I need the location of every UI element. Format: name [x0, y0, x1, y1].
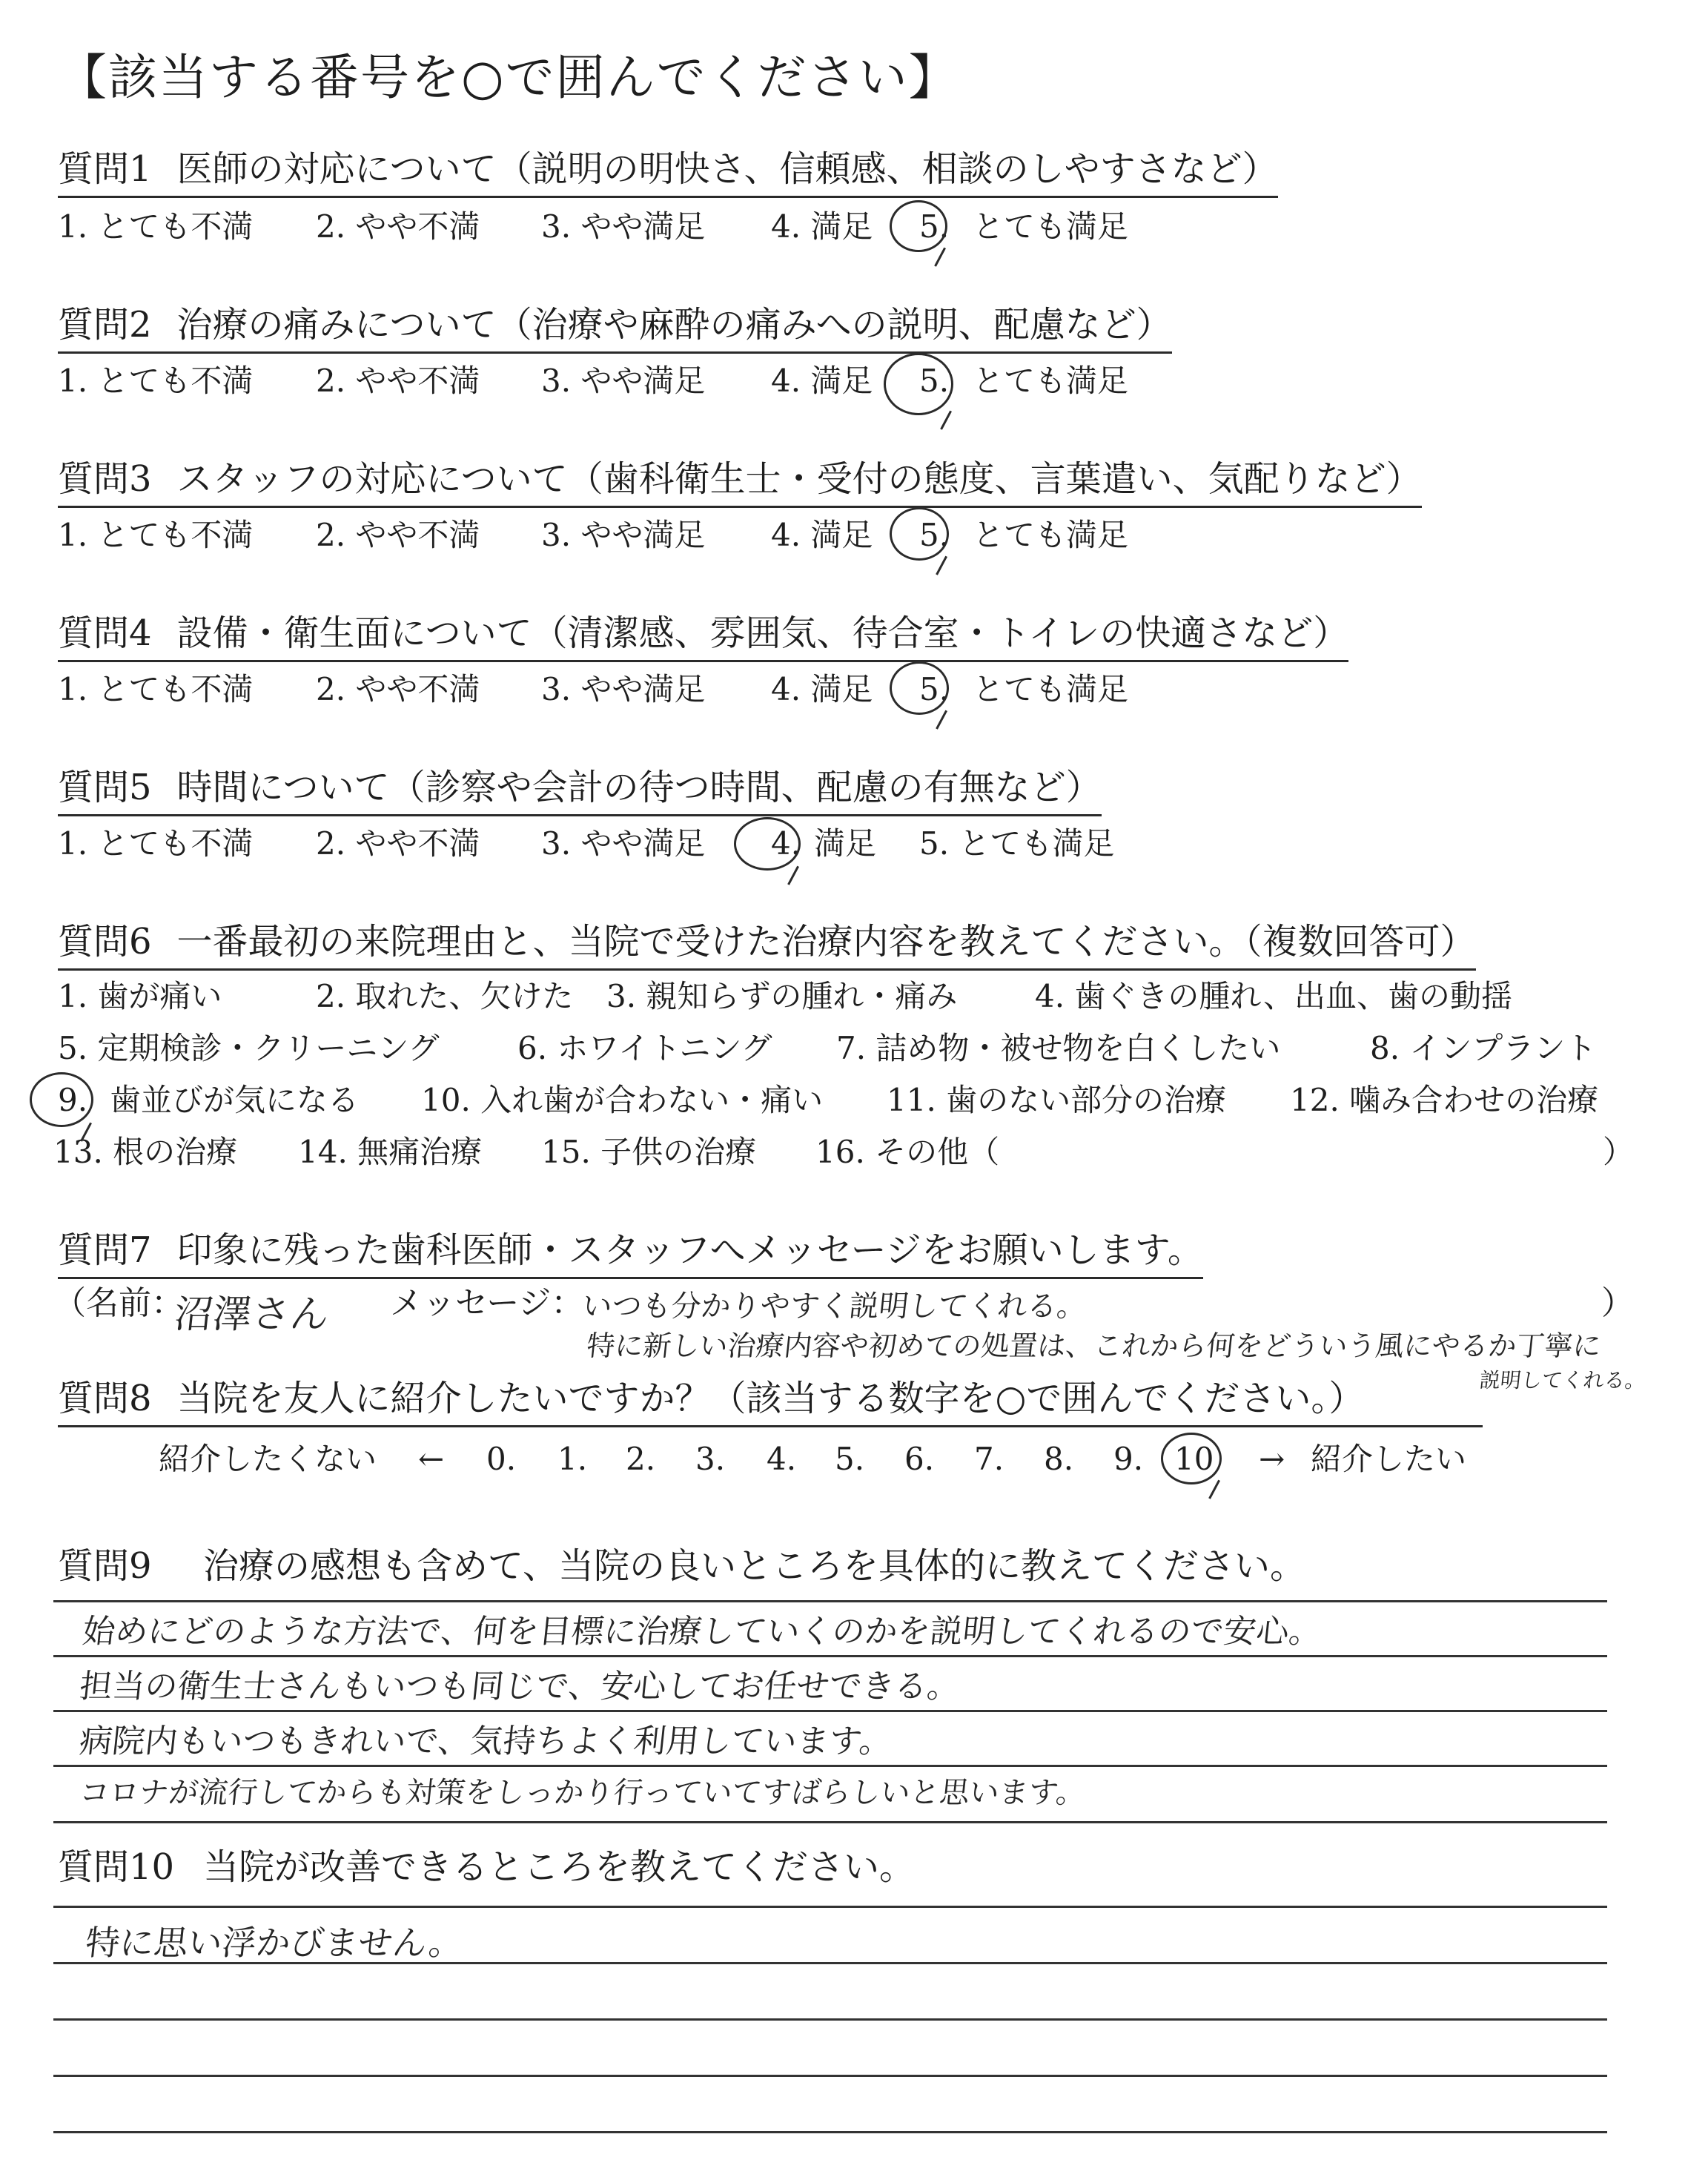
message-handwritten-line-2: 特に新しい治療内容や初めての処置は、これから何をどういう風にやるか丁寧に: [585, 1330, 1603, 1362]
question-8-number: 質問8: [58, 1378, 152, 1419]
scale-option-5[interactable]: 5.: [835, 1441, 865, 1477]
option-3[interactable]: 3. やや満足: [541, 671, 706, 707]
question-7-title: [58, 1226, 1203, 1279]
question-8-text: 当院を友人に紹介したいですか？（該当する数字を○で囲んでください。）: [176, 1378, 1365, 1419]
question-1-text: 医師の対応について（説明の明快さ、信頼感、相談のしやすさなど）: [176, 148, 1278, 190]
option-2[interactable]: 2. やや不満: [316, 671, 480, 707]
question-4-text: 設備・衛生面について（清潔感、雰囲気、待合室・トイレの快適さなど）: [176, 612, 1349, 654]
answer-circle-mark: [30, 1072, 93, 1127]
scale-option-10[interactable]: 10: [1174, 1441, 1214, 1477]
question-6-title: [58, 918, 1476, 971]
question-6-number: 質問6: [58, 921, 152, 962]
scale-option-8[interactable]: 8.: [1044, 1441, 1074, 1477]
scale-option-9[interactable]: 9.: [1113, 1441, 1144, 1477]
answer-circle-mark: [734, 817, 801, 871]
question-5-number: 質問5: [58, 767, 152, 808]
scale-option-2[interactable]: 2.: [626, 1441, 656, 1477]
q9-answer-line-4: コロナが流行してからも対策をしっかり行っていてすばらしいと思います。: [78, 1776, 1088, 1810]
option-5-number[interactable]: 5.: [919, 517, 950, 553]
option-5-label: とても満足: [973, 517, 1129, 553]
question-10-number: 質問10: [58, 1846, 175, 1888]
option-5-label: とても満足: [973, 208, 1129, 245]
answer-circle-mark: [1161, 1433, 1222, 1484]
question-3-number: 質問3: [58, 458, 152, 500]
reason-option-6[interactable]: 6. ホワイトニング: [517, 1030, 772, 1066]
option-4[interactable]: 4. 満足: [771, 208, 873, 245]
answer-circle-mark: [890, 661, 949, 715]
answer-line: [53, 1906, 1607, 1908]
q9-answer-line-2: 担当の衛生士さんもいつも同じで、安心してお任せできる。: [77, 1668, 962, 1705]
option-1[interactable]: 1. とても不満: [58, 517, 254, 553]
question-5-text: 時間について（診察や会計の待つ時間、配慮の有無など）: [176, 767, 1102, 808]
option-5-label: とても満足: [973, 671, 1129, 707]
question-4-number: 質問4: [58, 612, 152, 654]
question-3-text: スタッフの対応について（歯科衛生士・受付の態度、言葉遣い、気配りなど）: [176, 458, 1422, 500]
scale-option-4[interactable]: 4.: [767, 1441, 797, 1477]
question-8-title: [58, 1375, 1483, 1427]
reason-option-12[interactable]: 12. 噛み合わせの治療: [1290, 1082, 1599, 1118]
option-2[interactable]: 2. やや不満: [316, 363, 480, 399]
option-4[interactable]: 4. 満足: [771, 517, 873, 553]
reason-option-16[interactable]: 16. その他（: [815, 1134, 1000, 1170]
answer-line: [53, 2131, 1607, 2133]
option-5[interactable]: 5. とても満足: [919, 825, 1115, 862]
question-7-text: 印象に残った歯科医師・スタッフへメッセージをお願いします。: [176, 1229, 1203, 1271]
option-4[interactable]: 4. 満足: [771, 363, 873, 399]
option-2[interactable]: 2. やや不満: [316, 208, 480, 245]
reason-option-9-label: 歯並びが気になる: [110, 1082, 360, 1118]
page-heading: 【該当する番号を○で囲んでください】: [58, 49, 959, 106]
option-5-number[interactable]: 5.: [919, 671, 950, 707]
reason-option-8[interactable]: 8. インプラント: [1370, 1030, 1597, 1066]
reason-option-5[interactable]: 5. 定期検診・クリーニング: [58, 1030, 440, 1066]
scale-option-6[interactable]: 6.: [904, 1441, 935, 1477]
question-2-title: [58, 301, 1172, 354]
q9-answer-line-1: 始めにどのような方法で、何を目標に治療していくのかを説明してくれるので安心。: [80, 1613, 1324, 1651]
option-1[interactable]: 1. とても不満: [58, 671, 254, 707]
message-handwritten-line-3: 説明してくれる。: [1478, 1368, 1647, 1393]
reason-option-3[interactable]: 3. 親知らずの腫れ・痛み: [606, 978, 958, 1014]
scale-option-0[interactable]: 0.: [486, 1441, 517, 1477]
reason-option-4[interactable]: 4. 歯ぐきの腫れ、出血、歯の動揺: [1035, 978, 1512, 1014]
question-6-text: 一番最初の来院理由と、当院で受けた治療内容を教えてください。（複数回答可）: [176, 921, 1476, 962]
option-1[interactable]: 1. とても不満: [58, 208, 254, 245]
reason-option-11[interactable]: 11. 歯のない部分の治療: [887, 1082, 1227, 1118]
option-2[interactable]: 2. やや不満: [316, 825, 480, 862]
option-5-number[interactable]: 5.: [919, 208, 950, 245]
scale-right-label: 紹介したい: [1311, 1441, 1467, 1477]
scale-option-7[interactable]: 7.: [974, 1441, 1004, 1477]
question-9-number: 質問9: [58, 1545, 152, 1587]
option-4[interactable]: 4. 満足: [771, 671, 873, 707]
question-2-number: 質問2: [58, 304, 152, 346]
option-3[interactable]: 3. やや満足: [541, 517, 706, 553]
answer-circle-mark: [890, 507, 949, 561]
scale-right-arrow: →: [1259, 1441, 1285, 1477]
question-9-text: 治療の感想も含めて、当院の良いところを具体的に教えてください。: [203, 1545, 1306, 1587]
question-3-title: [58, 455, 1422, 508]
reason-option-13[interactable]: 13. 根の治療: [53, 1134, 238, 1170]
answer-line: [53, 2018, 1607, 2021]
q10-answer-line-1: 特に思い浮かびません。: [83, 1923, 466, 1963]
reason-option-1[interactable]: 1. 歯が痛い: [58, 978, 222, 1014]
reason-option-9-number[interactable]: 9.: [58, 1082, 88, 1118]
option-4-number[interactable]: 4.: [771, 825, 801, 862]
question-2-text: 治療の痛みについて（治療や麻酔の痛みへの説明、配慮など）: [176, 304, 1172, 346]
name-label: （名前：: [53, 1284, 184, 1322]
option-5-label: とても満足: [973, 363, 1129, 399]
message-handwritten-line-1: いつも分かりやすく説明してくれる。: [580, 1289, 1089, 1324]
option-3[interactable]: 3. やや満足: [541, 825, 706, 862]
answer-circle-mark: [884, 353, 953, 415]
scale-left-label: 紹介したくない: [159, 1441, 377, 1477]
reason-option-7[interactable]: 7. 詰め物・被せ物を白くしたい: [836, 1030, 1281, 1066]
option-4-label: 満足: [814, 825, 877, 862]
question-1-title: [58, 145, 1278, 198]
scale-left-arrow: ←: [418, 1441, 445, 1477]
option-5-number[interactable]: 5.: [919, 363, 950, 399]
option-2[interactable]: 2. やや不満: [316, 517, 480, 553]
scale-option-3[interactable]: 3.: [695, 1441, 726, 1477]
message-close-paren: ）: [1601, 1284, 1634, 1322]
answer-line: [53, 1765, 1607, 1767]
option-1[interactable]: 1. とても不満: [58, 363, 254, 399]
scale-option-1[interactable]: 1.: [557, 1441, 588, 1477]
question-5-title: [58, 764, 1102, 816]
reason-option-10[interactable]: 10. 入れ歯が合わない・痛い: [421, 1082, 824, 1118]
reason-option-16-close: ）: [1603, 1134, 1635, 1170]
answer-circle-mark: [890, 200, 950, 252]
question-7-number: 質問7: [58, 1229, 152, 1271]
question-4-title: [58, 610, 1348, 662]
answer-line: [53, 1600, 1607, 1602]
option-1[interactable]: 1. とても不満: [58, 825, 254, 862]
q9-answer-line-3: 病院内もいつもきれいで、気持ちよく利用しています。: [77, 1723, 894, 1760]
question-1-number: 質問1: [58, 148, 152, 190]
message-label: メッセージ：: [390, 1284, 584, 1322]
option-3[interactable]: 3. やや満足: [541, 208, 706, 245]
answer-line: [53, 2075, 1607, 2077]
answer-line: [53, 1655, 1607, 1657]
answer-line: [53, 1821, 1607, 1823]
reason-option-14[interactable]: 14. 無痛治療: [298, 1134, 483, 1170]
name-handwritten: 沼澤さん: [172, 1292, 331, 1337]
question-10-text: 当院が改善できるところを教えてください。: [203, 1846, 916, 1888]
reason-option-2[interactable]: 2. 取れた、欠けた: [316, 978, 574, 1014]
reason-option-15[interactable]: 15. 子供の治療: [541, 1134, 757, 1170]
option-3[interactable]: 3. やや満足: [541, 363, 706, 399]
answer-line: [53, 1710, 1607, 1712]
